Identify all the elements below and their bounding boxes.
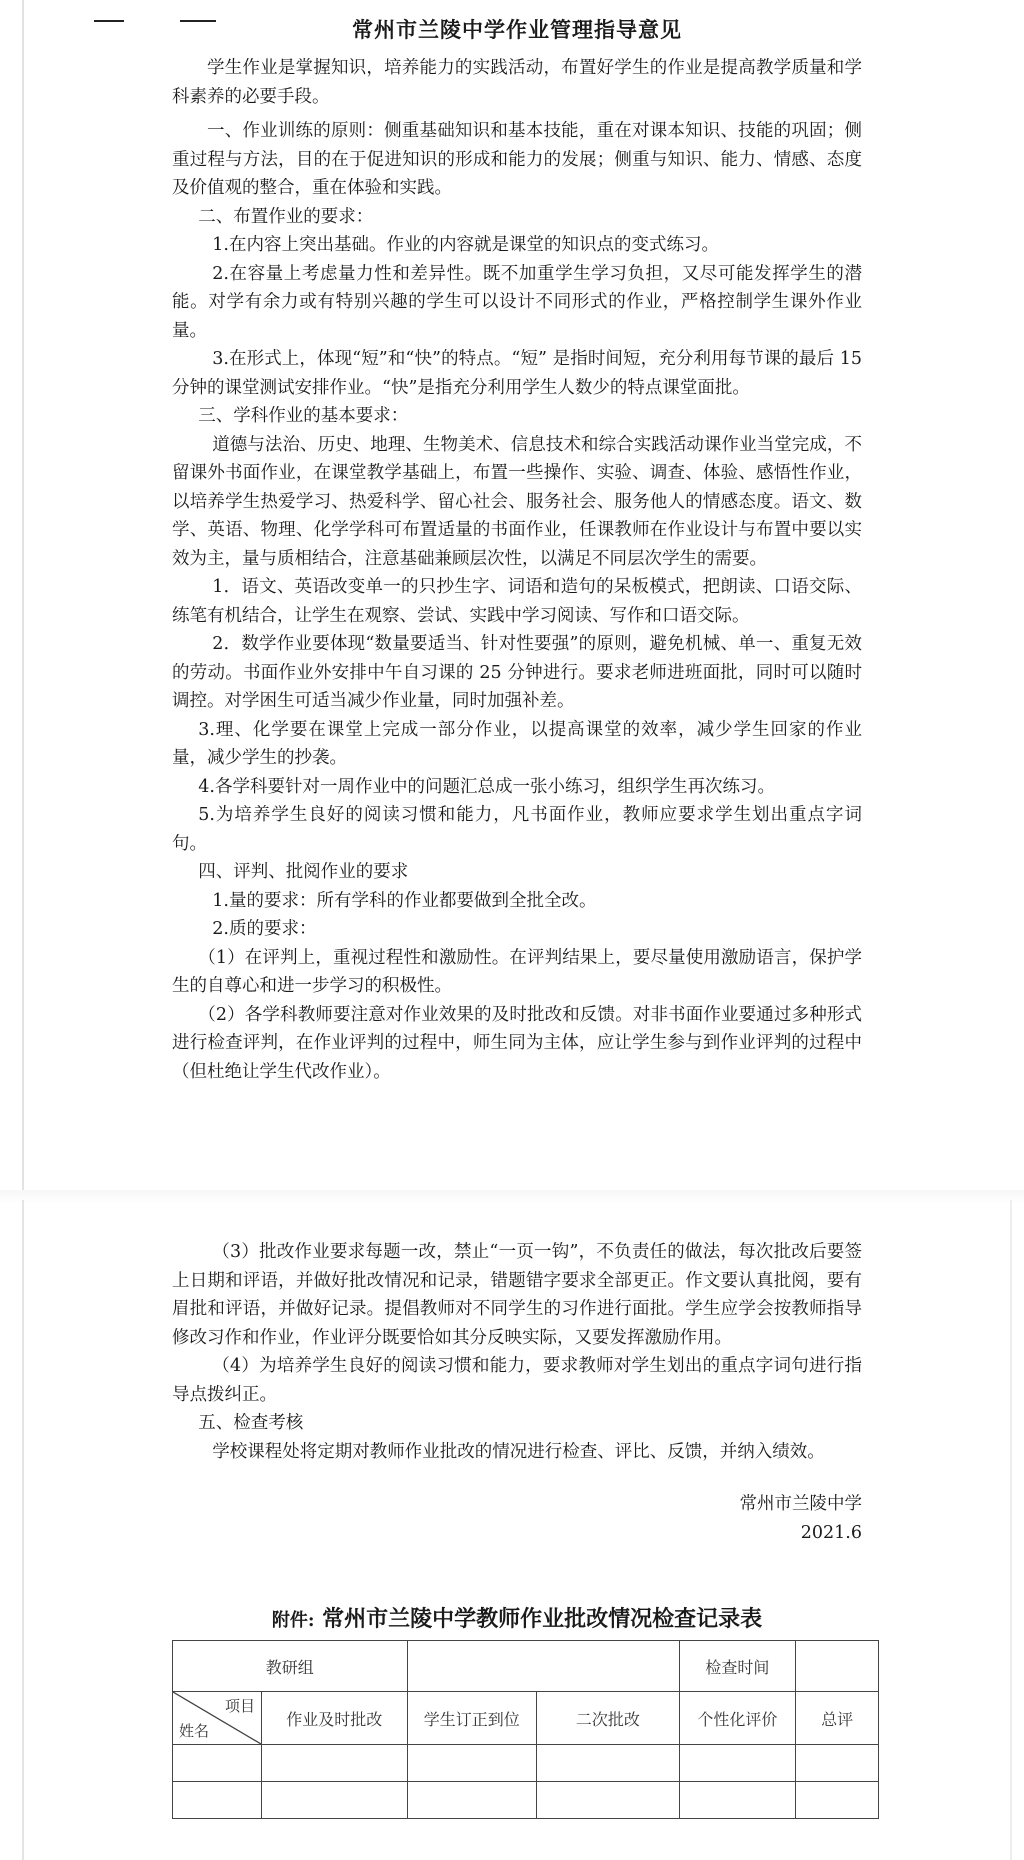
paragraph-item-1: 1.在内容上突出基础。作业的内容就是课堂的知识点的变式练习。 [212,235,719,255]
group-label-cell: 教研组 [173,1641,408,1692]
table-cell[interactable] [796,1782,879,1819]
table-row [173,1745,879,1782]
paragraph-chinese-english: 1．语文、英语改变单一的只抄生字、词语和造句的呆板模式，把朗读、口语交际、练笔有机结合，让学生在观察、尝试、实践中学习阅读、写作和口语交际。 [172,577,862,626]
document-page-1 [172,14,862,1086]
table-cell[interactable] [173,1745,262,1782]
paragraph-quantity: 1.量的要求：所有学科的作业都要做到全批全改。 [212,890,597,911]
time-value-cell[interactable] [796,1641,879,1692]
paragraph-principle: 一、作业训练的原则：侧重基础知识和基本技能，重在对课本知识、技能的巩固；侧重过程与方法，目的在于促进知识的形成和能力的发展；侧重与知识、能力、情感、态度及价值观的整合，重在体验和实践。 [172,121,862,198]
paragraph-intro: 学生作业是掌握知识，培养能力的实践活动，布置好学生的作业是提高教学质量和学科素养的必要手段。 [172,58,862,107]
diag-label-name: 姓名 [179,1722,210,1740]
table-cell[interactable] [679,1782,796,1819]
paragraph-quality-3: （3）批改作业要求每题一改，禁止“一页一钩”，不负责任的做法，每次批改后要签上日期和评语，并做好批改情况和记录，错题错字要求全部更正。作文要认真批阅，要有眉批和评语，并做好记录。提倡教师对不同学生的习作进行面批。学生应学会按教师指导修改习作和作业，作业评分既要恰如其分反映实际，又要发挥激励作用。 [172,1242,862,1348]
heading-assign-requirements: 二、布置作业的要求： [198,206,374,227]
table-cell[interactable] [173,1782,262,1819]
top-dash-left [94,20,124,22]
signature-date: 2021.6 [800,1522,862,1543]
table-cell[interactable] [796,1745,879,1782]
page2-right-edge [1010,1200,1012,1860]
table-cell[interactable] [407,1782,537,1819]
diagonal-header-cell [173,1692,262,1745]
table-cell[interactable] [679,1745,796,1782]
document-title: 常州市兰陵中学作业管理指导意见 [352,17,682,42]
group-value-cell[interactable] [407,1641,679,1692]
paragraph-item-2: 2.在容量上考虑量力性和差异性。既不加重学生学习负担，又尽可能发挥学生的潜能。对学有余力或有特别兴趣的学生可以设计不同形式的作业，严格控制学生课外作业量。 [172,263,862,341]
page2-left-edge [22,1200,24,1860]
table-cell[interactable] [537,1782,680,1819]
time-label-cell: 检查时间 [679,1641,796,1692]
document-page-2 [172,1238,862,1547]
paragraph-inspection: 学校课程处将定期对教师作业批改的情况进行检查、评比、反馈，并纳入绩效。 [212,1441,825,1462]
paragraph-quality-1: （1）在评判上，重视过程性和激励性。在评判结果上，要尽量使用激励语言，保护学生的自尊心和进一步学习的积极性。 [172,947,862,996]
attachment-title-text: 常州市兰陵中学教师作业批改情况检查记录表 [322,1606,763,1632]
table-header-row [173,1692,879,1745]
attachment-prefix: 附件: [271,1610,315,1631]
heading-subject-requirements: 三、学科作业的基本要求： [198,406,409,426]
signature-org: 常州市兰陵中学 [739,1494,862,1514]
diag-label-item: 项目 [224,1697,255,1715]
paragraph-math: 2．数学作业要体现“数量要适当、针对性要强”的原则，避免机械、单一、重复无效的劳动。书面作业外安排中午自习课的 25 分钟进行。要求老师进班面批，同时可以随时调控。对学困生可适当减少作业量，同时加强补差。 [172,634,862,711]
attachment-title [172,1602,862,1633]
paragraph-quality-4: （4）为培养学生良好的阅读习惯和能力，要求教师对学生划出的重点字词句进行指导点拨纠正。 [172,1356,862,1405]
paragraph-physics-chem: 3.理、化学要在课堂上完成一部分作业，以提高课堂的效率，减少学生回家的作业量，减少学生的抄袭。 [172,719,862,768]
heading-grading-requirements: 四、评判、批阅作业的要求 [198,862,409,882]
inspection-record-table [172,1640,879,1819]
header-timely-grading: 作业及时批改 [262,1692,408,1745]
table-row [173,1641,879,1692]
paragraph-item-3: 3.在形式上，体现“短”和“快”的特点。“短” 是指时间短，充分利用每节课的最后 15 分钟的课堂测试安排作业。“快”是指充分利用学生人数少的特点课堂面批。 [172,349,862,398]
heading-inspection: 五、检查考核 [198,1413,304,1433]
paragraph-quality-2: （2）各学科教师要注意对作业效果的及时批改和反馈。对非书面作业要通过多种形式进行检查评判，在作业评判的过程中，师生同为主体，应让学生参与到作业评判的过程中（但杜绝让学生代改作业）。 [172,1004,862,1082]
header-personal-eval: 个性化评价 [679,1692,796,1745]
table-cell[interactable] [262,1782,408,1819]
table-cell[interactable] [407,1745,537,1782]
header-overall: 总评 [796,1692,879,1745]
page-break [0,1190,1024,1204]
table-row [173,1782,879,1819]
paragraph-reading-habit: 5.为培养学生良好的阅读习惯和能力，凡书面作业，教师应要求学生划出重点字词句。 [172,805,862,854]
header-second-grading: 二次批改 [537,1692,680,1745]
left-margin-line [22,0,24,1190]
header-correction: 学生订正到位 [407,1692,537,1745]
table-cell[interactable] [537,1745,680,1782]
paragraph-quality: 2.质的要求： [212,919,317,939]
paragraph-subjects: 道德与法治、历史、地理、生物美术、信息技术和综合实践活动课作业当堂完成，不留课外书面作业，在课堂教学基础上，布置一些操作、实验、调查、体验、感悟性作业，以培养学生热爱学习、热爱科学、留心社会、服务社会、服务他人的情感态度。语文、数学、英语、物理、化学学科可布置适量的书面作业，任课教师在作业设计与布置中要以实效为主，量与质相结合，注意基础兼顾层次性，以满足不同层次学生的需要。 [172,434,862,569]
paragraph-weekly-practice: 4.各学科要针对一周作业中的问题汇总成一张小练习，组织学生再次练习。 [198,776,775,797]
table-cell[interactable] [262,1745,408,1782]
